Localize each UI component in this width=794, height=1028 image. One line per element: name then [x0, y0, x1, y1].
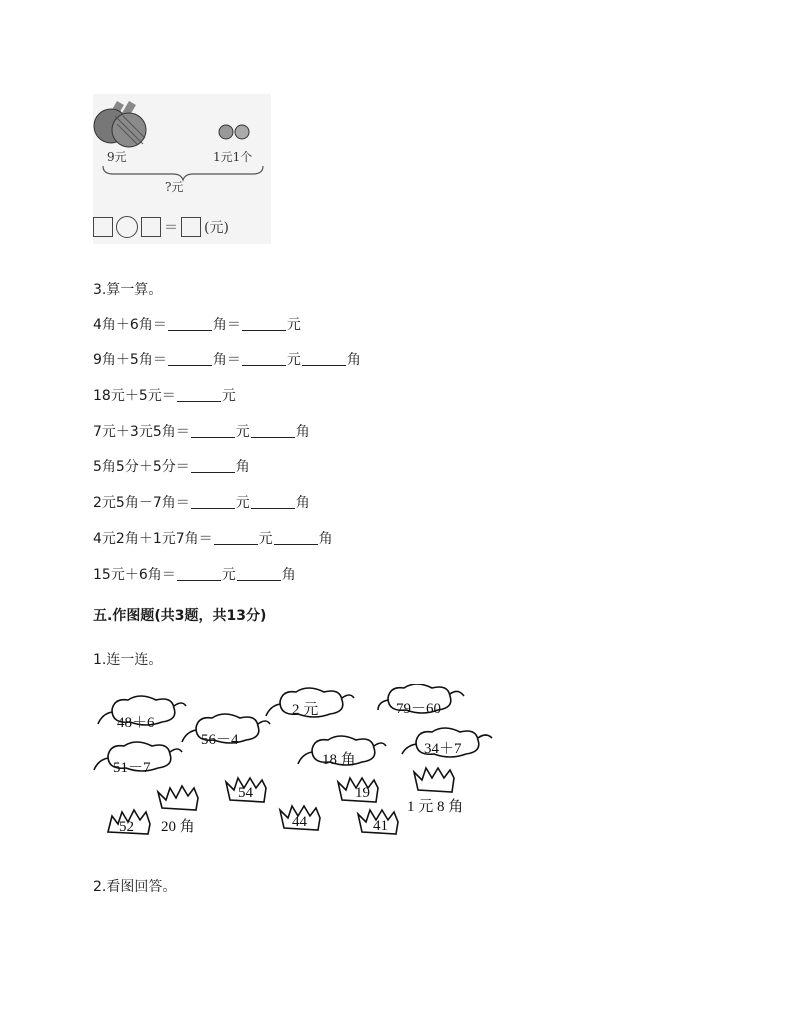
- leaf-label: 34＋7: [424, 741, 462, 757]
- question-1-title: 1.连一连。: [93, 652, 163, 668]
- answer-blank[interactable]: [191, 494, 235, 509]
- section-5-title: 五.作图题(共3题，共13分): [93, 608, 267, 624]
- grass-label: 41: [373, 818, 388, 834]
- answer-blank[interactable]: [242, 316, 286, 331]
- section-3-title: 3.算一算。: [93, 282, 163, 298]
- ball-price: 1元1个: [213, 150, 253, 164]
- leaf-label: 51－7: [113, 760, 151, 776]
- answer-blank[interactable]: [274, 530, 318, 545]
- grass-label: 52: [119, 819, 134, 835]
- exercise-row: 18元＋5元＝ 元: [93, 388, 236, 404]
- grass-label: 44: [292, 814, 307, 830]
- equation-unit: (元): [204, 220, 229, 236]
- answer-blank[interactable]: [168, 316, 212, 331]
- answer-box[interactable]: [181, 217, 201, 237]
- equation-template: [93, 216, 229, 238]
- ball-icon: [219, 125, 249, 139]
- exercise-row: 7元＋3元5角＝ 元 角: [93, 424, 310, 440]
- price-figure: [93, 94, 271, 244]
- answer-blank[interactable]: [177, 566, 221, 581]
- answer-blank[interactable]: [237, 566, 281, 581]
- leaf-label: 2 元: [292, 702, 319, 718]
- answer-blank[interactable]: [251, 423, 295, 438]
- exercise-row: 9角＋5角＝ 角＝ 元 角: [93, 352, 361, 368]
- answer-blank[interactable]: [251, 494, 295, 509]
- answer-blank[interactable]: [191, 458, 235, 473]
- answer-blank[interactable]: [177, 387, 221, 402]
- leaf-label: 79－60: [396, 701, 442, 717]
- leaf-label: 48＋6: [117, 715, 155, 731]
- exercise-row: 15元＋6角＝ 元 角: [93, 567, 296, 583]
- racket-icon: [94, 101, 146, 147]
- grass-shape[interactable]: [158, 786, 198, 810]
- grass-label: 19: [355, 785, 370, 801]
- grass-shape[interactable]: [414, 768, 454, 792]
- answer-box[interactable]: [93, 217, 113, 237]
- answer-blank[interactable]: [168, 351, 212, 366]
- leaf-label: 56－4: [201, 732, 239, 748]
- total-price: ?元: [165, 180, 184, 194]
- answer-blank[interactable]: [191, 423, 235, 438]
- racket-price: 9元: [107, 150, 127, 164]
- free-label: 1 元 8 角: [407, 799, 464, 815]
- operator-circle[interactable]: [116, 216, 138, 238]
- exercise-row: 5角5分＋5分＝ 角: [93, 459, 250, 475]
- exercise-row: 4角＋6角＝ 角＝ 元: [93, 317, 301, 333]
- answer-box[interactable]: [141, 217, 161, 237]
- answer-blank[interactable]: [214, 530, 258, 545]
- grass-label: 54: [238, 785, 253, 801]
- answer-blank[interactable]: [302, 351, 346, 366]
- question-2-title: 2.看图回答。: [93, 879, 177, 895]
- leaf-label: 18 角: [322, 752, 356, 768]
- answer-blank[interactable]: [242, 351, 286, 366]
- exercise-row: 4元2角＋1元7角＝ 元 角: [93, 531, 333, 547]
- equals-sign: ＝: [164, 220, 178, 236]
- exercise-row: 2元5角－7角＝ 元 角: [93, 495, 310, 511]
- free-label: 20 角: [161, 819, 195, 835]
